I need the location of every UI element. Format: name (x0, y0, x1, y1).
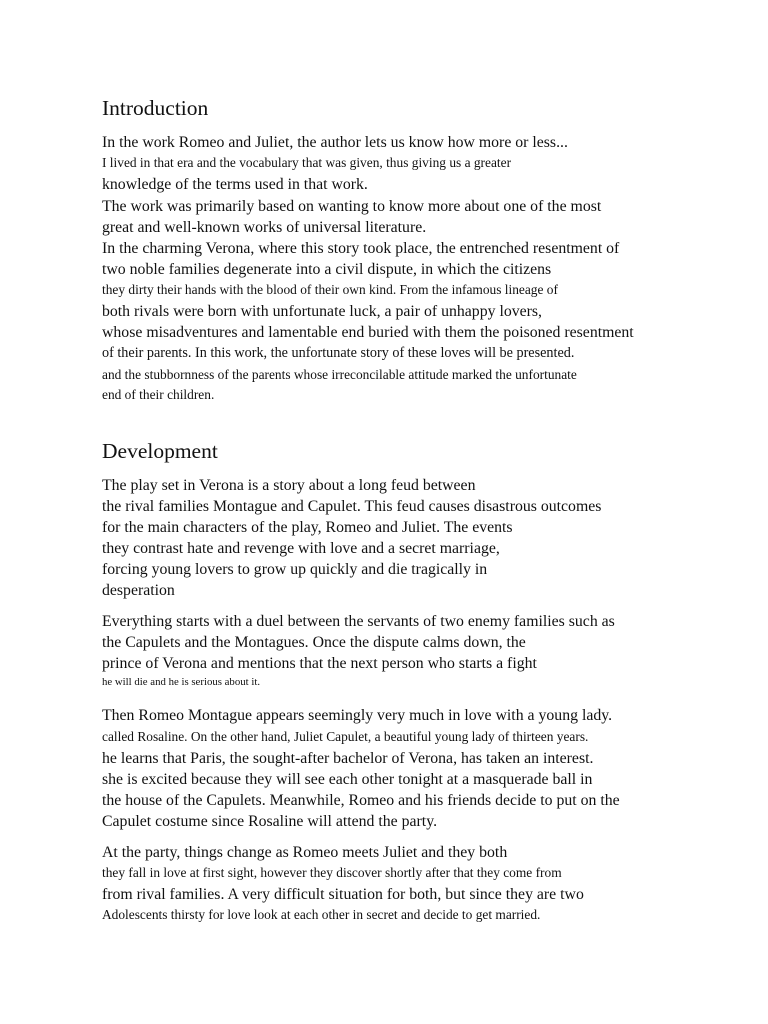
intro-line-7: two noble families degenerate into a civil dispute, in which the citizens (102, 261, 552, 278)
dev-p1-line-1: The play set in Verona is a story about a long feud between (102, 477, 476, 494)
dev-p2-line-2: the Capulets and the Montagues. Once the dispute calms down, the (102, 634, 526, 651)
intro-line-1: In the work Romeo and Juliet, the author lets us know how more or less... (102, 134, 568, 151)
intro-line-11: of their parents. In this work, the unfortunate story of these loves will be presented. (102, 345, 575, 361)
intro-line-6: In the charming Verona, where this story took place, the entrenched resentment of (102, 240, 620, 257)
dev-p1-line-5: forcing young lovers to grow up quickly and die tragically in (102, 561, 488, 578)
dev-p3-line-2: called Rosaline. On the other hand, Juliet Capulet, a beautiful young lady of thirteen years. (102, 729, 589, 744)
dev-p3-line-5: the house of the Capulets. Meanwhile, Romeo and his friends decide to put on the (102, 792, 620, 809)
dev-p1-line-6: desperation (102, 582, 175, 599)
dev-p2-line-4: he will die and he is serious about it. (102, 676, 261, 688)
dev-p3-line-1: Then Romeo Montague appears seemingly very much in love with a young lady. (102, 707, 613, 724)
intro-line-8: they dirty their hands with the blood of their own kind. From the infamous lineage of (102, 282, 558, 297)
dev-p3-line-6: Capulet costume since Rosaline will attend the party. (102, 813, 438, 830)
intro-line-9: both rivals were born with unfortunate luck, a pair of unhappy lovers, (102, 303, 542, 320)
intro-line-4: The work was primarily based on wanting to know more about one of the most (102, 198, 602, 215)
dev-p4-line-3: from rival families. A very difficult situation for both, but since they are two (102, 886, 584, 903)
dev-p4-line-2: they fall in love at first sight, however they discover shortly after that they come from (102, 865, 562, 880)
dev-p1-line-4: they contrast hate and revenge with love and a secret marriage, (102, 540, 500, 557)
dev-p4-line-1: At the party, things change as Romeo meets Juliet and they both (102, 844, 508, 861)
intro-line-2: I lived in that era and the vocabulary that was given, thus giving us a greater (102, 155, 512, 170)
intro-line-3: knowledge of the terms used in that work. (102, 176, 368, 193)
dev-p2-line-1: Everything starts with a duel between the servants of two enemy families such as (102, 613, 615, 630)
introduction-heading: Introduction (102, 96, 209, 120)
dev-p2-line-3: prince of Verona and mentions that the next person who starts a fight (102, 655, 537, 672)
intro-line-5: great and well-known works of universal literature. (102, 219, 427, 236)
intro-line-12: and the stubbornness of the parents whose irreconcilable attitude marked the unfortunate (102, 367, 577, 382)
intro-line-10: whose misadventures and lamentable end buried with them the poisoned resentment (102, 324, 634, 341)
dev-p1-line-2: the rival families Montague and Capulet. This feud causes disastrous outcomes (102, 498, 602, 515)
dev-p3-line-3: he learns that Paris, the sought-after bachelor of Verona, has taken an interest. (102, 750, 594, 767)
dev-p1-line-3: for the main characters of the play, Romeo and Juliet. The events (102, 519, 513, 536)
intro-line-13: end of their children. (102, 387, 215, 402)
dev-p3-line-4: she is excited because they will see each other tonight at a masquerade ball in (102, 771, 593, 788)
development-heading: Development (102, 439, 218, 463)
dev-p4-line-4: Adolescents thirsty for love look at each other in secret and decide to get married. (102, 907, 541, 922)
